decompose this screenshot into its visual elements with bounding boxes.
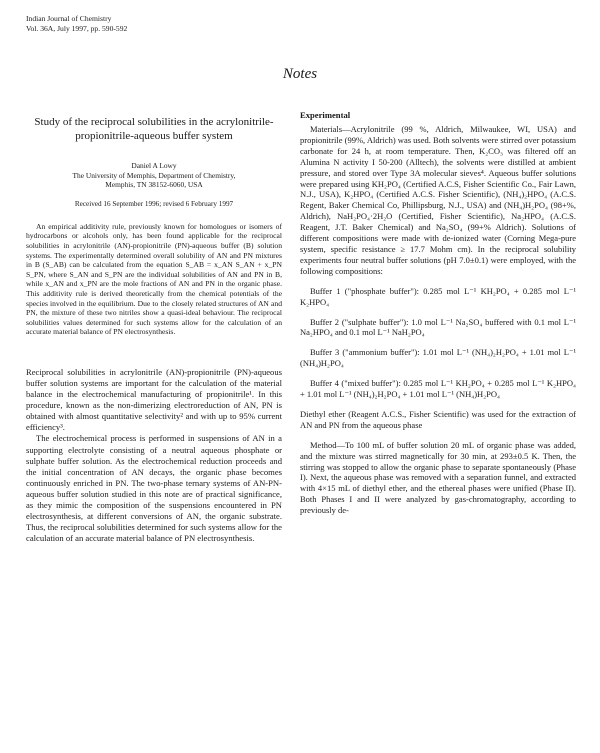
left-column (26, 110, 282, 544)
experimental-heading: Experimental (300, 110, 351, 120)
buffer-3: Buffer 3 ("ammonium buffer"): 1.01 mol L⁻¹ (NH₄)₂H₂PO₄ + 1.01 mol L⁻¹ (NH₄)H₂PO₄ (300, 347, 576, 369)
affiliation-line-2: Memphis, TN 38152-6060, USA (105, 180, 203, 190)
abstract: An empirical additivity rule, previously known for homologues or isomers of hydrocarbons or alcohols only, has been found applicable for the reciprocal solubilities in acrylonitrile (AN)-propionitrile (PN)-aqueous buffer (B) solution systems. The experimentally determined overall solubility of AN and PN mixtures in B (S_AB) can be calculated from the equation S_AB = x_AN S_AN + x_PN S_PN, where S_AN and S_PN are the individual solubilities of AN and PN in B, while x_AN and x_PN are the mole fractions of AN and PN in the organic phase. This additivity rule is derived theoretically from the chemical potentials of the species involved in the equilibrium. Due to the closely related structures of AN and PN, the mixture of these two nitriles show a quasi-ideal behaviour. The reciprocal solubilities values determined for such systems allow for the calculation of an accurate material balance of PN electrosynthesis. (26, 221, 282, 337)
author-block (26, 161, 282, 190)
section-title: Notes (282, 66, 318, 82)
right-column (300, 110, 576, 516)
journal-name: Indian Journal of Chemistry (26, 14, 112, 23)
author-name: Daniel A Lowy (131, 161, 177, 170)
affiliation-line-1: The University of Memphis, Department of Chemistry, (72, 170, 236, 180)
intro-paragraph-1: Reciprocal solubilities in acrylonitrile (AN)-propionitrile (PN)-aqueous buffer solution systems are important for the calculation of the material balance in the electrochemical manufacturing of propionitrile¹. In this procedure, known as the non-dimerizing electroreduction of AN, PN is obtained with almost quantitative selectivity² and with up to 95% current efficiency³. (26, 366, 282, 433)
method-paragraph: Method—To 100 mL of buffer solution 20 mL of organic phase was added, and the mixture was stirred magnetically for 30 min, at 293±0.5 K. Then, the stirring was stopped to allow the organic phase to separate spontaneously (Phase I). Next, the aqueous phase was removed with a separation funnel, and extracted with 4×15 mL of diethyl ether, and the ethereal phases were unified (Phase II). Both Phases I and II were analyzed by gas-chromatography, according to previously de- (300, 439, 576, 516)
buffer-4: Buffer 4 ("mixed buffer"): 0.285 mol L⁻¹ KH₂PO₄ + 0.285 mol L⁻¹ K₂HPO₄ + 1.01 mol L⁻¹ (NH₄)₂H₂PO₄ + 1.01 mol L⁻¹ (NH₄)H₂PO₄ (300, 378, 576, 400)
intro-paragraph-2: The electrochemical process is performed in suspensions of AN in a supporting electrolyte consisting of a neutral aqueous phosphate or sulphate buffer solution. As the electrochemical reduction proceeds and the initial concentration of AN decays, the organic phase becomes continuously enriched in PN. The two-phase ternary systems of AN-PN-aqueous buffer solution studied in this note are of practical significance, as they mimic the composition of the suspensions encountered in PN electrosynthesis, at different conversions of AN, the organic substrate. Thus, the reciprocal solubilities determined for such systems allow for the calculation of an accurate material balance of PN electrosynthesis. (26, 433, 282, 544)
article-title: Study of the reciprocal solubilities in the acrylonitrile-propionitrile-aqueous buffer system (34, 116, 274, 142)
materials-paragraph: Materials—Acrylonitrile (99 %, Aldrich, Milwaukee, WI, USA) and propionitrile (99%, Aldrich) was used. Both solvents were stirred over potassium carbonate for 24 h, at room temperature. Then, K₂CO₃ was filtered off an Alumina N activity I 50-200 (Alltech), the solvents were distilled at ambient pressure, and stored over Type 3A molecular sieves⁴. Aqueous buffer solutions were prepared using KH₂PO₄ (Certified A.C.S, Fisher Scientific Co., Fair Lawn, N.J., USA), K₂HPO₄ (Certified A.C.S. Fisher Scientific), (NH₄)₂HPO₄ (A.C.S. Regent, Baker Chemical Co, Phillipsburg, N.J., USA) and (NH₄)H₂PO₄ (98+%, Aldrich), NaH₂PO₄·2H₂O (Certified, Fisher Scientific), Na₂HPO₄ (A.C.S. Reagent, J.T. Baker Chemical) and Na₂SO₄ (99+% Aldrich). Solutions of different compositions were made with de-ionized water (Corning Mega-pure system, specific resistance ≥ 17.7 Mohm cm). In the reciprocal solubility experiments four neutral buffer solutions (pH 7.0±0.1) were employed, with the following compositions: (300, 124, 576, 276)
buffer-1: Buffer 1 ("phosphate buffer"): 0.285 mol L⁻¹ KH₂PO₄ + 0.285 mol L⁻¹ K₂HPO₄ (300, 285, 576, 307)
journal-volume: Vol. 36A, July 1997, pp. 590-592 (26, 23, 128, 33)
ether-paragraph: Diethyl ether (Reagent A.C.S., Fisher Scientific) was used for the extraction of AN and PN from the aqueous phase (300, 408, 576, 430)
received-dates: Received 16 September 1996; revised 6 February 1997 (74, 199, 234, 208)
buffer-2: Buffer 2 ("sulphate buffer"): 1.0 mol L⁻¹ Na₂SO₄ buffered with 0.1 mol L⁻¹ Na₂HPO₄ and 0.1 mol L⁻¹ NaH₂PO₄ (300, 316, 576, 338)
journal-header (26, 14, 127, 33)
